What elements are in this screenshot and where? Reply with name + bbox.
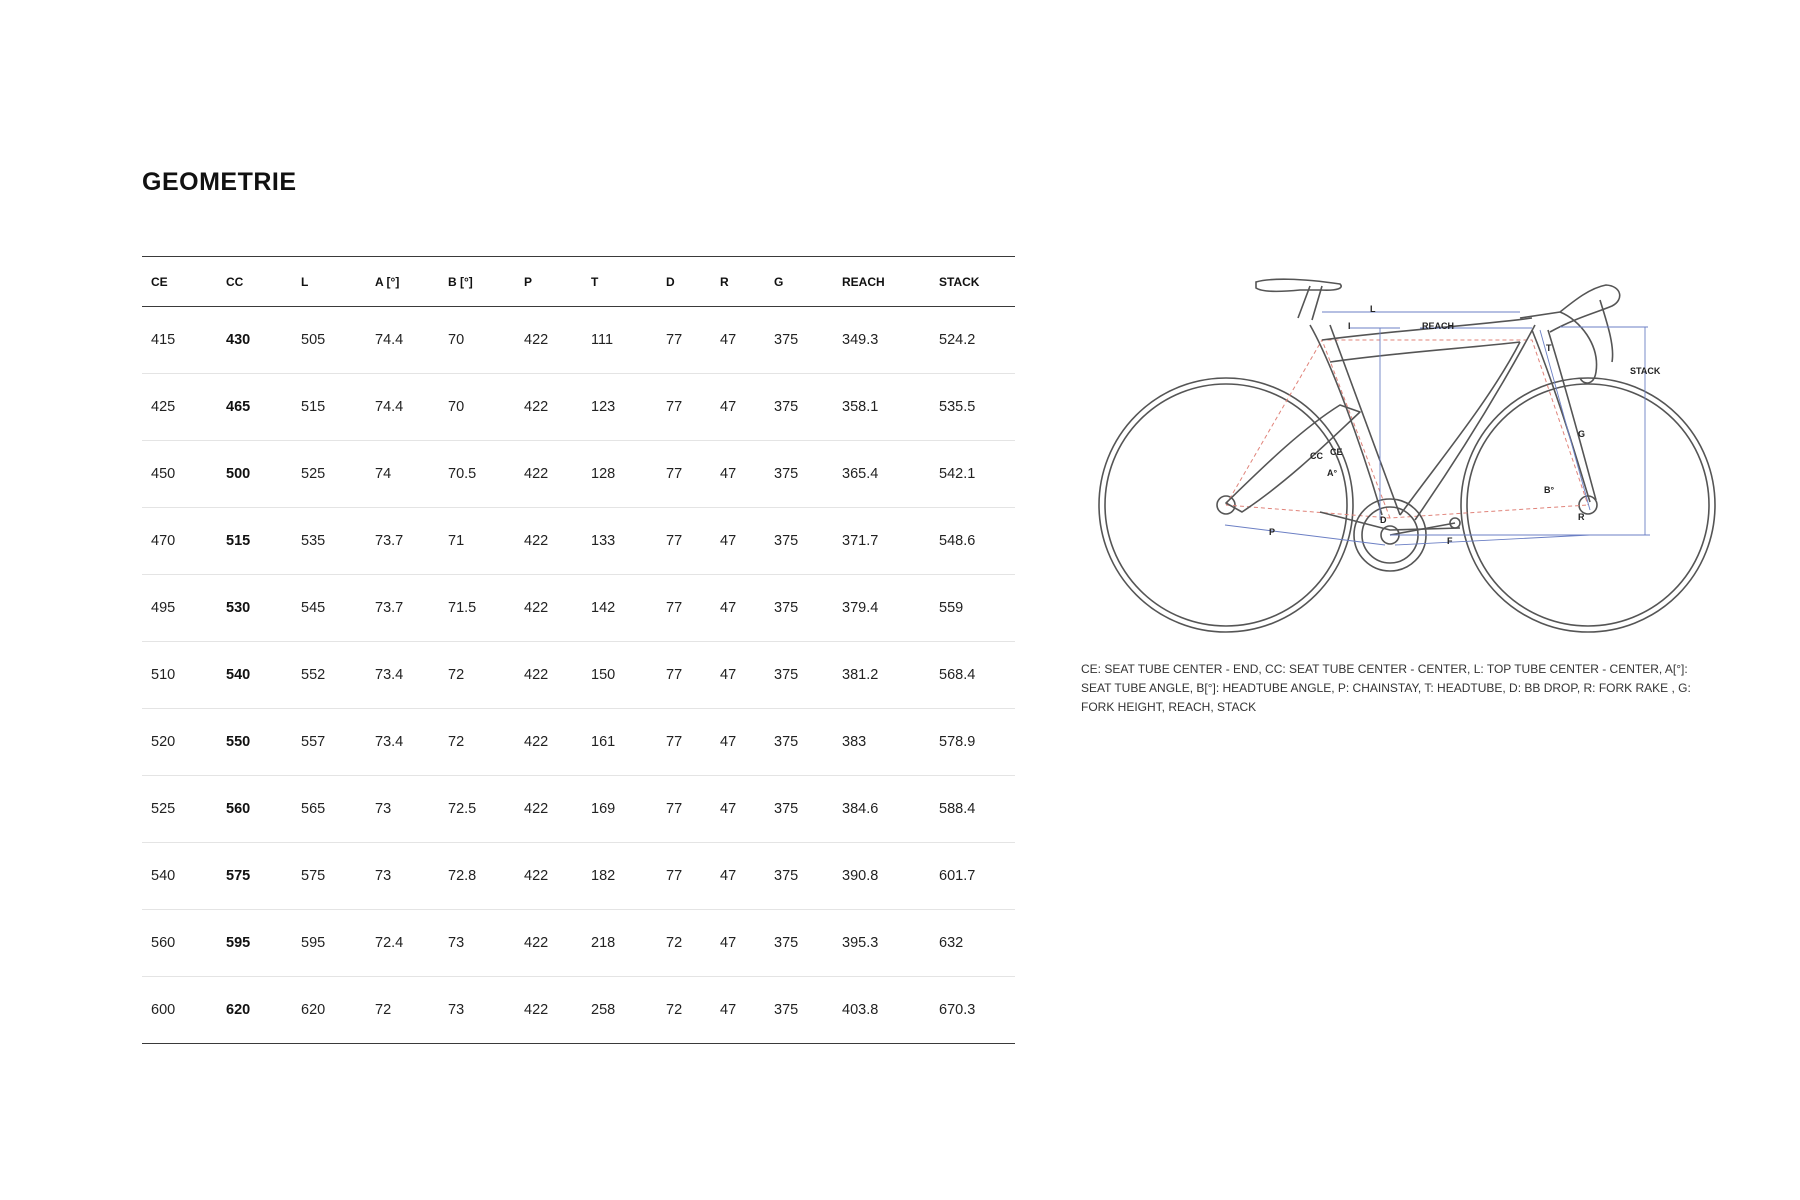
table-cell: 560 bbox=[226, 801, 251, 817]
table-cell: 425 bbox=[151, 399, 176, 415]
label-reach: REACH bbox=[1422, 321, 1455, 331]
table-cell: 560 bbox=[151, 935, 176, 951]
table-cell: 422 bbox=[524, 533, 549, 549]
table-cell: 422 bbox=[524, 734, 549, 750]
geometry-table bbox=[142, 256, 1015, 1044]
label-f: F bbox=[1447, 536, 1453, 546]
table-cell: 47 bbox=[720, 801, 737, 817]
table-cell: 77 bbox=[666, 332, 683, 348]
table-cell: 182 bbox=[591, 868, 616, 884]
table-cell: 422 bbox=[524, 466, 549, 482]
table-cell: 520 bbox=[151, 734, 176, 750]
table-cell: 74.4 bbox=[375, 332, 404, 348]
label-d: D bbox=[1380, 515, 1387, 525]
table-cell: 375 bbox=[774, 667, 799, 683]
table-cell: 375 bbox=[774, 399, 799, 415]
table-row bbox=[142, 642, 1015, 709]
table-cell: 375 bbox=[774, 1002, 799, 1018]
table-row bbox=[142, 441, 1015, 508]
column-header-t: T bbox=[582, 257, 657, 307]
table-cell: 415 bbox=[151, 332, 176, 348]
geometry-legend-caption: CE: SEAT TUBE CENTER - END, CC: SEAT TUBE CENTER - CENTER, L: TOP TUBE CENTER - CENTER, A[°]: SEAT TUBE ANGLE, B[°]: HEADTUBE ANGLE, P: CHAINSTAY, T: HEADTUBE, D: BB DROP, R: FORK RAKE , G: FORK HEIGHT, REACH, STACK bbox=[1081, 662, 1691, 714]
table-row bbox=[142, 776, 1015, 843]
table-cell: 515 bbox=[226, 533, 251, 549]
table-cell: 133 bbox=[591, 533, 616, 549]
table-row bbox=[142, 709, 1015, 776]
table-cell: 47 bbox=[720, 533, 737, 549]
table-cell: 375 bbox=[774, 533, 799, 549]
table-cell: 422 bbox=[524, 667, 549, 683]
label-a: A° bbox=[1327, 468, 1338, 478]
column-header-p: P bbox=[515, 257, 582, 307]
table-cell: 465 bbox=[226, 399, 251, 415]
column-header-r: R bbox=[711, 257, 765, 307]
table-cell: 524.2 bbox=[939, 332, 976, 348]
table-cell: 77 bbox=[666, 801, 683, 817]
table-cell: 47 bbox=[720, 935, 737, 951]
column-header-d: D bbox=[657, 257, 711, 307]
table-cell: 550 bbox=[226, 734, 251, 750]
table-cell: 422 bbox=[524, 1002, 549, 1018]
table-cell: 375 bbox=[774, 466, 799, 482]
label-i: I bbox=[1348, 321, 1351, 331]
table-cell: 73.4 bbox=[375, 734, 404, 750]
table-cell: 47 bbox=[720, 734, 737, 750]
table-cell: 375 bbox=[774, 868, 799, 884]
table-cell: 390.8 bbox=[842, 868, 879, 884]
table-cell: 128 bbox=[591, 466, 616, 482]
table-cell: 384.6 bbox=[842, 801, 879, 817]
table-cell: 47 bbox=[720, 868, 737, 884]
table-cell: 72.8 bbox=[448, 868, 477, 884]
table-cell: 72 bbox=[666, 1002, 683, 1018]
table-cell: 71 bbox=[448, 533, 465, 549]
table-cell: 395.3 bbox=[842, 935, 879, 951]
table-cell: 495 bbox=[151, 600, 176, 616]
table-cell: 375 bbox=[774, 600, 799, 616]
table-row bbox=[142, 843, 1015, 910]
table-cell: 123 bbox=[591, 399, 616, 415]
table-cell: 70 bbox=[448, 332, 465, 348]
construction-lines bbox=[1226, 340, 1588, 518]
saddle bbox=[1256, 279, 1341, 291]
table-cell: 450 bbox=[151, 466, 176, 482]
column-header-ce: CE bbox=[142, 257, 217, 307]
table-cell: 510 bbox=[151, 667, 176, 683]
table-cell: 258 bbox=[591, 1002, 616, 1018]
label-stack: STACK bbox=[1630, 366, 1661, 376]
table-cell: 670.3 bbox=[939, 1002, 976, 1018]
column-header-stack: STACK bbox=[930, 257, 1015, 307]
table-cell: 73 bbox=[448, 935, 465, 951]
table-row bbox=[142, 910, 1015, 977]
table-cell: 381.2 bbox=[842, 667, 879, 683]
table-cell: 403.8 bbox=[842, 1002, 879, 1018]
table-cell: 588.4 bbox=[939, 801, 976, 817]
table-cell: 77 bbox=[666, 399, 683, 415]
table-cell: 365.4 bbox=[842, 466, 879, 482]
label-p: P bbox=[1269, 527, 1276, 537]
handlebar bbox=[1520, 285, 1620, 383]
table-cell: 422 bbox=[524, 332, 549, 348]
table-cell: 375 bbox=[774, 935, 799, 951]
table-cell: 430 bbox=[226, 332, 251, 348]
table-cell: 161 bbox=[591, 734, 616, 750]
table-cell: 70 bbox=[448, 399, 465, 415]
table-cell: 77 bbox=[666, 667, 683, 683]
table-cell: 620 bbox=[301, 1002, 326, 1018]
table-cell: 422 bbox=[524, 868, 549, 884]
table-cell: 77 bbox=[666, 533, 683, 549]
table-cell: 73.7 bbox=[375, 533, 404, 549]
table-cell: 349.3 bbox=[842, 332, 879, 348]
label-t: T bbox=[1546, 343, 1552, 353]
table-cell: 73.7 bbox=[375, 600, 404, 616]
label-b: B° bbox=[1544, 485, 1555, 495]
table-cell: 358.1 bbox=[842, 399, 879, 415]
table-row bbox=[142, 508, 1015, 575]
table-cell: 74 bbox=[375, 466, 392, 482]
table-cell: 72 bbox=[448, 667, 465, 683]
table-cell: 375 bbox=[774, 801, 799, 817]
table-cell: 595 bbox=[301, 935, 326, 951]
table-cell: 77 bbox=[666, 466, 683, 482]
table-row bbox=[142, 374, 1015, 441]
table-cell: 525 bbox=[151, 801, 176, 817]
column-header-l: L bbox=[292, 257, 366, 307]
table-cell: 557 bbox=[301, 734, 326, 750]
table-row bbox=[142, 977, 1015, 1044]
table-cell: 568.4 bbox=[939, 667, 976, 683]
table-cell: 73 bbox=[448, 1002, 465, 1018]
table-cell: 545 bbox=[301, 600, 326, 616]
table-cell: 47 bbox=[720, 466, 737, 482]
table-cell: 77 bbox=[666, 868, 683, 884]
label-l: L bbox=[1370, 304, 1376, 314]
column-header-reach: REACH bbox=[833, 257, 930, 307]
table-cell: 535 bbox=[301, 533, 326, 549]
table-cell: 77 bbox=[666, 734, 683, 750]
table-cell: 540 bbox=[151, 868, 176, 884]
table-row bbox=[142, 575, 1015, 642]
table-cell: 375 bbox=[774, 332, 799, 348]
table-cell: 575 bbox=[301, 868, 326, 884]
table-cell: 72 bbox=[375, 1002, 392, 1018]
table-cell: 72 bbox=[666, 935, 683, 951]
table-cell: 632 bbox=[939, 935, 964, 951]
table-cell: 535.5 bbox=[939, 399, 976, 415]
table-row bbox=[142, 307, 1015, 374]
table-cell: 111 bbox=[591, 332, 614, 348]
table-cell: 47 bbox=[720, 600, 737, 616]
table-cell: 525 bbox=[301, 466, 326, 482]
table-cell: 559 bbox=[939, 600, 964, 616]
table-cell: 422 bbox=[524, 600, 549, 616]
table-cell: 73.4 bbox=[375, 667, 404, 683]
column-header-b: B [°] bbox=[439, 257, 515, 307]
table-cell: 71.5 bbox=[448, 600, 477, 616]
table-cell: 47 bbox=[720, 667, 737, 683]
table-cell: 371.7 bbox=[842, 533, 879, 549]
table-cell: 600 bbox=[151, 1002, 176, 1018]
table-cell: 548.6 bbox=[939, 533, 976, 549]
column-header-g: G bbox=[765, 257, 833, 307]
table-cell: 500 bbox=[226, 466, 251, 482]
table-cell: 379.4 bbox=[842, 600, 879, 616]
table-cell: 72.4 bbox=[375, 935, 404, 951]
table-cell: 73 bbox=[375, 868, 392, 884]
label-g: G bbox=[1578, 429, 1586, 439]
table-cell: 150 bbox=[591, 667, 616, 683]
label-ce: CE bbox=[1330, 447, 1343, 457]
table-cell: 375 bbox=[774, 734, 799, 750]
table-cell: 542.1 bbox=[939, 466, 976, 482]
table-cell: 422 bbox=[524, 935, 549, 951]
table-cell: 47 bbox=[720, 1002, 737, 1018]
table-cell: 47 bbox=[720, 399, 737, 415]
page-title: GEOMETRIE bbox=[142, 168, 297, 196]
table-cell: 575 bbox=[226, 868, 251, 884]
table-cell: 552 bbox=[301, 667, 326, 683]
table-cell: 72 bbox=[448, 734, 465, 750]
table-cell: 72.5 bbox=[448, 801, 477, 817]
table-cell: 595 bbox=[226, 935, 251, 951]
table-cell: 565 bbox=[301, 801, 326, 817]
table-cell: 169 bbox=[591, 801, 616, 817]
bike-geometry-diagram bbox=[1090, 270, 1730, 640]
column-header-cc: CC bbox=[217, 257, 292, 307]
table-cell: 540 bbox=[226, 667, 251, 683]
table-cell: 620 bbox=[226, 1002, 251, 1018]
table-cell: 515 bbox=[301, 399, 326, 415]
table-body bbox=[142, 307, 1015, 1044]
table-cell: 77 bbox=[666, 600, 683, 616]
table-cell: 505 bbox=[301, 332, 326, 348]
table-cell: 578.9 bbox=[939, 734, 976, 750]
dimension-lines bbox=[1225, 312, 1650, 545]
label-r: R bbox=[1578, 512, 1585, 522]
table-cell: 422 bbox=[524, 399, 549, 415]
column-header-a: A [°] bbox=[366, 257, 439, 307]
table-cell: 601.7 bbox=[939, 868, 976, 884]
table-cell: 422 bbox=[524, 801, 549, 817]
table-cell: 530 bbox=[226, 600, 251, 616]
label-cc: CC bbox=[1310, 451, 1323, 461]
table-header-row bbox=[142, 257, 1015, 307]
table-cell: 47 bbox=[720, 332, 737, 348]
table-cell: 73 bbox=[375, 801, 392, 817]
table-cell: 218 bbox=[591, 935, 616, 951]
table-cell: 142 bbox=[591, 600, 616, 616]
table-cell: 74.4 bbox=[375, 399, 404, 415]
frame bbox=[1226, 286, 1596, 530]
table-cell: 383 bbox=[842, 734, 867, 750]
table-cell: 470 bbox=[151, 533, 176, 549]
table-cell: 70.5 bbox=[448, 466, 477, 482]
